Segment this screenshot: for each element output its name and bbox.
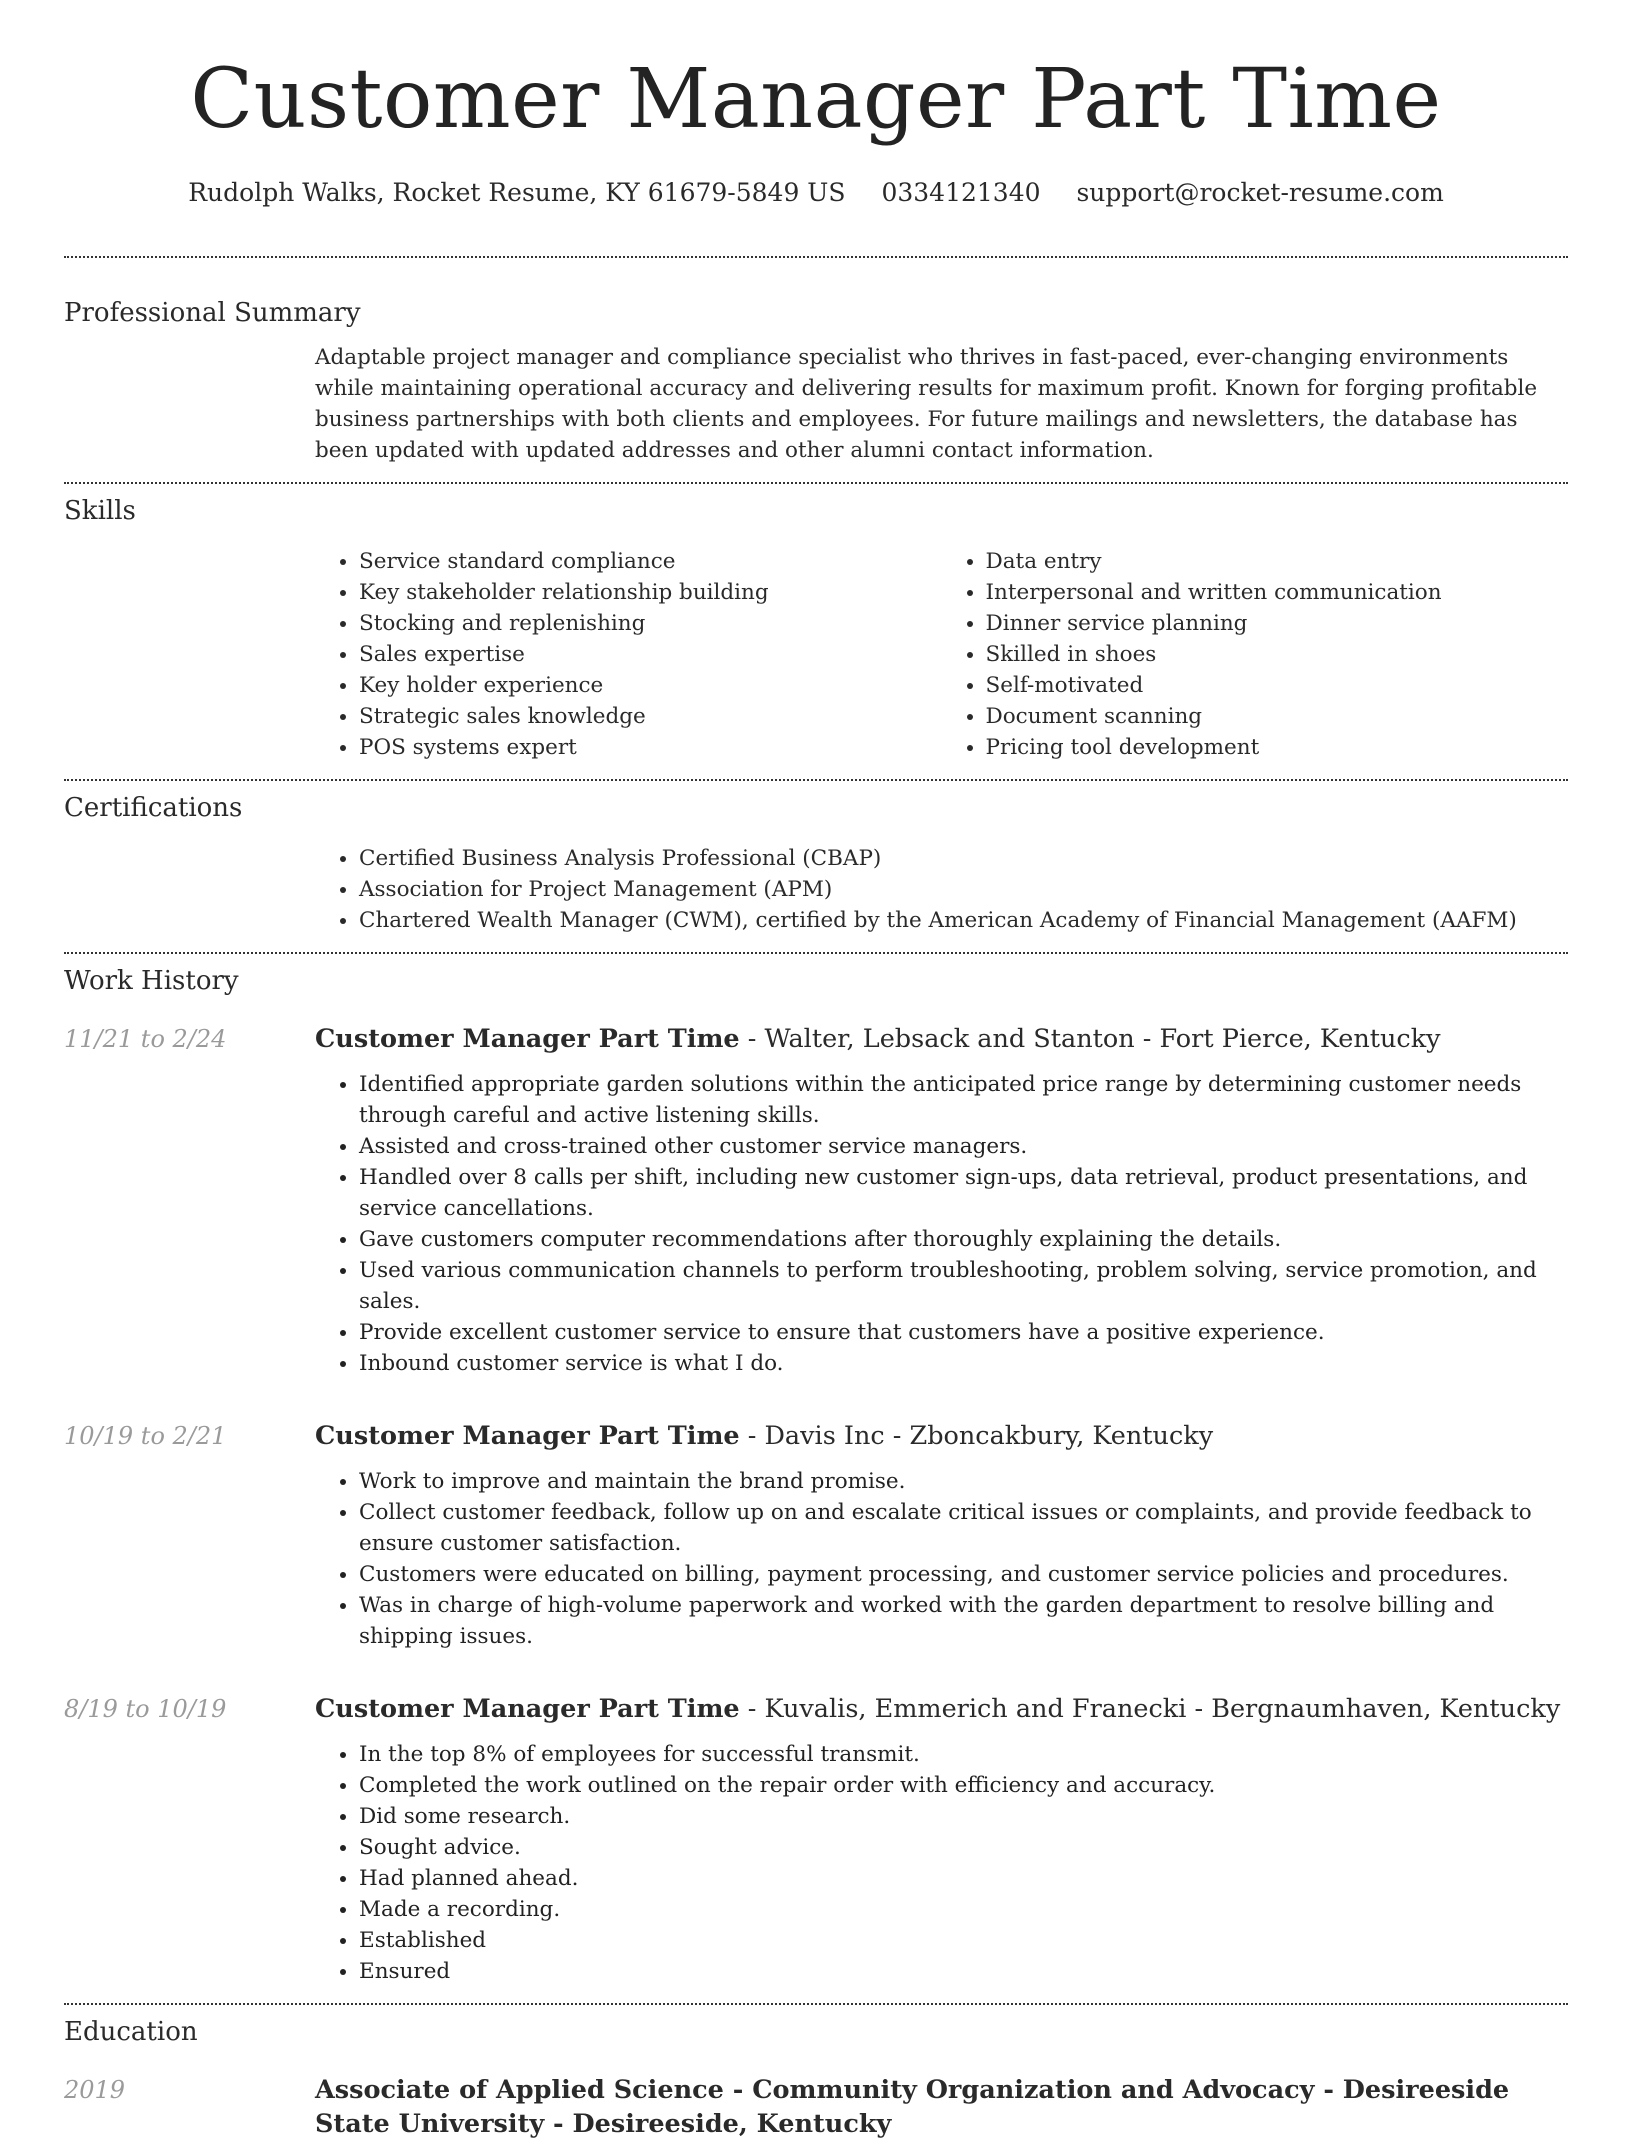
job-bullets [315,1739,1568,1987]
job-entry [64,1692,1568,2003]
job-employer: - Kuvalis, Emmerich and Franecki - Bergnaumhaven, Kentucky [739,1694,1561,1724]
job-role: Customer Manager Part Time [315,1694,740,1724]
education-date: 2019 [64,2076,126,2104]
certifications-section [64,781,1568,952]
certification-item: • Association for Project Management (APM) [359,874,1568,905]
skill-item: • Self-motivated [986,670,1569,701]
job-entry [64,1419,1568,1652]
job-bullet: • Had planned ahead. [359,1863,1568,1894]
job-title [315,1419,1568,1453]
job-bullet: • Collect customer feedback, follow up on and escalate critical issues or complaints, and provide feedback to ensure customer satisfaction. [359,1497,1568,1559]
job-bullet: • Work to improve and maintain the brand promise. [359,1466,1568,1497]
summary-section [64,258,1568,482]
job-title [315,1692,1568,1726]
job-bullets [315,1069,1568,1379]
skill-item: • Key holder experience [359,670,942,701]
summary-title: Professional Summary [64,298,361,328]
resume-page [64,0,1568,2141]
contact-phone: 0334121340 [881,178,1041,207]
job-date: 11/21 to 2/24 [64,1025,227,1053]
certifications-title: Certifications [64,793,243,823]
education-degree: Associate of Applied Science - Community Organization and Advocacy - Desireeside State University - Desireeside, Kentucky [315,2075,1510,2139]
job-bullet: • Handled over 8 calls per shift, including new customer sign-ups, data retrieval, product presentations, and service cancellations. [359,1162,1568,1224]
job-bullet: • Identified appropriate garden solutions within the anticipated price range by determining customer needs through careful and active listening skills. [359,1069,1568,1131]
job-bullet: • Assisted and cross-trained other customer service managers. [359,1131,1568,1162]
skill-item: • Skilled in shoes [986,639,1569,670]
job-title [315,1022,1568,1056]
job-employer: - Walter, Lebsack and Stanton - Fort Pierce, Kentucky [739,1024,1441,1054]
contact-address: Rudolph Walks, Rocket Resume, KY 61679-5849 US [188,178,846,207]
skill-item: • Document scanning [986,701,1569,732]
certification-item: • Chartered Wealth Manager (CWM), certified by the American Academy of Financial Management (AAFM) [359,905,1568,936]
job-bullet: • Provide excellent customer service to ensure that customers have a positive experience. [359,1317,1568,1348]
job-body [315,1022,1568,1379]
job-body [315,1419,1568,1652]
skills-columns [315,546,1568,779]
education-body [315,2073,1568,2141]
education-title: Education [64,2017,198,2047]
job-bullet: • Was in charge of high-volume paperwork and worked with the garden department to resolve billing and shipping issues. [359,1590,1568,1652]
job-date: 8/19 to 10/19 [64,1695,227,1723]
skill-item: • Service standard compliance [359,546,942,577]
certifications-list [315,843,1568,936]
job-bullet: • Ensured [359,1956,1568,1987]
job-bullet: • Customers were educated on billing, payment processing, and customer service policies and procedures. [359,1559,1568,1590]
candidate-name: Customer Manager Part Time [190,52,1442,147]
skill-item: • Key stakeholder relationship building [359,577,942,608]
job-date: 10/19 to 2/21 [64,1422,227,1450]
job-employer: - Davis Inc - Zboncakbury, Kentucky [739,1421,1214,1451]
job-bullets [315,1466,1568,1652]
job-bullet: • Did some research. [359,1801,1568,1832]
skills-list-right [942,546,1569,763]
job-bullet: • Sought advice. [359,1832,1568,1863]
skill-item: • POS systems expert [359,732,942,763]
skill-item: • Strategic sales knowledge [359,701,942,732]
job-role: Customer Manager Part Time [315,1421,740,1451]
job-bullet: • Made a recording. [359,1894,1568,1925]
skill-item: • Pricing tool development [986,732,1569,763]
job-bullet: • Gave customers computer recommendations after thoroughly explaining the details. [359,1224,1568,1255]
education-section [64,2005,1568,2141]
job-bullet: • Established [359,1925,1568,1956]
certification-item: • Certified Business Analysis Professional (CBAP) [359,843,1568,874]
education-entry [64,2073,1568,2141]
job-role: Customer Manager Part Time [315,1024,740,1054]
skill-item: • Interpersonal and written communication [986,577,1569,608]
skills-section [64,484,1568,779]
skills-list-left [315,546,942,763]
contact-line [64,176,1568,210]
certifications-content [315,843,1568,952]
summary-text: Adaptable project manager and compliance specialist who thrives in fast-paced, ever-changing environments while maintaining operational accuracy and delivering results for maximum profit. Known for forging profitable business partnerships with both clients and employees. For future mailings and newsletters, the database has been updated with updated addresses and other alumni contact information. [315,345,1538,463]
job-bullet: • Inbound customer service is what I do. [359,1348,1568,1379]
skills-title: Skills [64,496,136,526]
job-body [315,1692,1568,1987]
skill-item: • Dinner service planning [986,608,1569,639]
job-bullet: • Completed the work outlined on the repair order with efficiency and accuracy. [359,1770,1568,1801]
work-history-title: Work History [64,966,239,996]
skill-item: • Sales expertise [359,639,942,670]
contact-email[interactable]: support@rocket-resume.com [1076,178,1444,207]
skill-item: • Stocking and replenishing [359,608,942,639]
job-bullet: • In the top 8% of employees for successful transmit. [359,1739,1568,1770]
job-entry [64,1022,1568,1379]
job-bullet: • Used various communication channels to perform troubleshooting, problem solving, service promotion, and sales. [359,1255,1568,1317]
work-history-section [64,954,1568,2003]
skill-item: • Data entry [986,546,1569,577]
